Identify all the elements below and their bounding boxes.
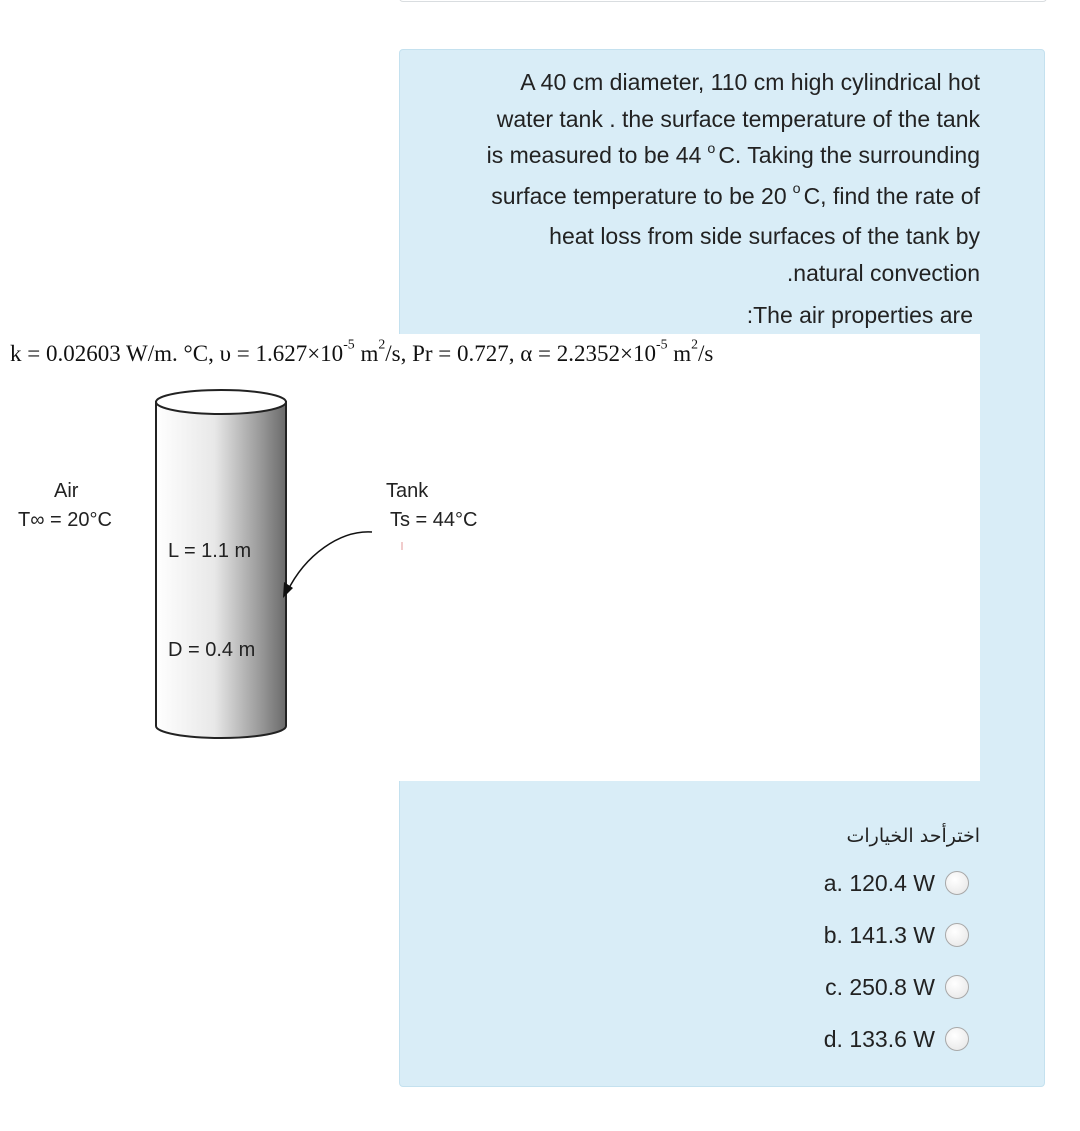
option-d[interactable] (824, 1019, 969, 1059)
degree-mark: o (792, 181, 801, 198)
tank-temperature-label: Ts = 44°C (390, 509, 478, 531)
option-a-label[interactable]: a. 120.4 W (823, 869, 935, 896)
question-line-3-lead: is measured to be 44 (486, 142, 702, 169)
prop-nu-tail: /s, (385, 341, 413, 366)
option-c-label[interactable]: c. 250.8 W (825, 973, 935, 1000)
prop-pr: Pr = 0.727, (412, 341, 521, 366)
prop-alpha-exponent: -5 (656, 336, 668, 352)
prop-alpha-tail: /s (698, 341, 714, 366)
prop-k: k = 0.02603 W/m. °C, (10, 341, 220, 366)
question-line-1: A 40 cm diameter, 110 cm high cylindrical hot (520, 69, 980, 95)
question-line-4-tail: C, find the rate of (803, 182, 980, 209)
question-line-3 (430, 137, 980, 178)
question-line-4-lead: surface temperature to be 20 (491, 182, 787, 209)
option-d-radio[interactable] (945, 1027, 969, 1051)
option-c[interactable] (825, 967, 969, 1007)
prop-nu: υ = 1.627×10 (219, 341, 344, 366)
pointer-arrow (287, 532, 372, 592)
question-line-4 (430, 178, 980, 219)
option-b-radio[interactable] (945, 923, 969, 947)
tank-top (156, 390, 286, 414)
prop-nu-squared: 2 (378, 336, 386, 352)
prop-nu-exponent: -5 (343, 336, 355, 352)
tank-figure (0, 380, 600, 780)
question-line-2: water tank . the surface temperature of the tank (496, 105, 980, 132)
prop-nu-unit: m (354, 341, 379, 366)
option-b-label[interactable]: b. 141.3 W (823, 921, 935, 948)
tank-illustration (0, 380, 600, 780)
air-properties-equation (10, 337, 970, 371)
answer-prompt: اخترأحد الخيارات (846, 825, 980, 847)
air-label: Air (54, 480, 79, 502)
question-line-3-tail: C. Taking the surrounding (718, 142, 980, 169)
air-temperature-label: T∞ = 20°C (18, 509, 112, 531)
option-c-radio[interactable] (945, 975, 969, 999)
question-line-6: .natural convection (786, 259, 980, 286)
prop-alpha-squared: 2 (691, 336, 699, 352)
tank-body (156, 402, 286, 738)
option-d-label[interactable]: d. 133.6 W (823, 1025, 935, 1052)
length-label: L = 1.1 m (168, 540, 252, 562)
prop-alpha: α = 2.2352×10 (520, 341, 656, 366)
prop-alpha-unit: m (667, 341, 692, 366)
previous-card (399, 0, 1047, 2)
air-properties-label: :The air properties are (746, 302, 973, 328)
option-a-radio[interactable] (945, 871, 969, 895)
question-text (430, 64, 980, 292)
option-a[interactable] (824, 863, 969, 903)
degree-mark: o (707, 140, 716, 157)
tank-label: Tank (386, 480, 429, 502)
diameter-label: D = 0.4 m (168, 639, 256, 661)
question-line-5: heat loss from side surfaces of the tank by (549, 223, 980, 250)
option-b[interactable] (824, 915, 969, 955)
